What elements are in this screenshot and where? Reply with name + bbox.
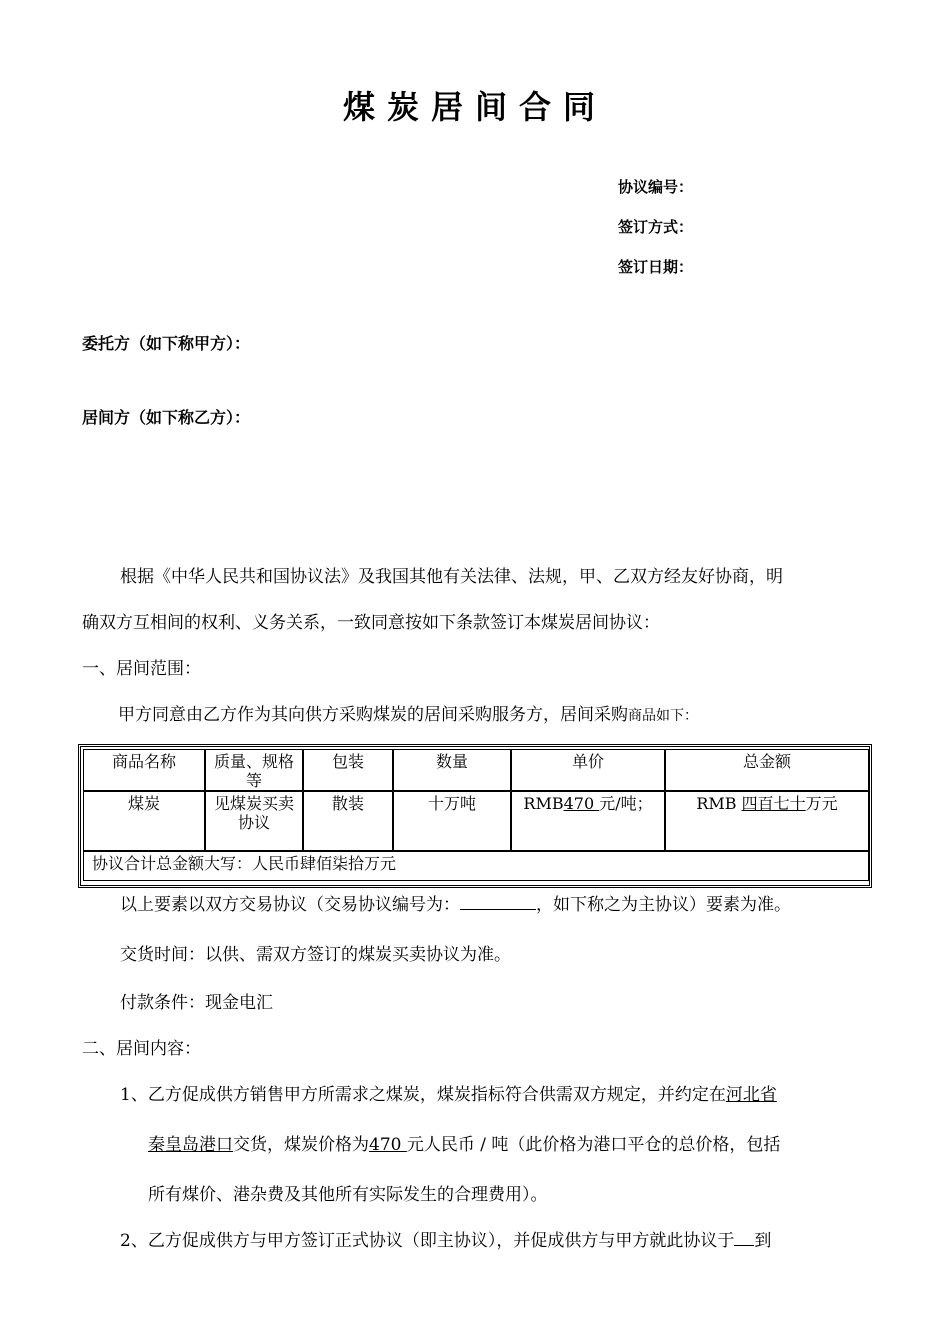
item-1-price: 470 xyxy=(369,1135,407,1155)
party-b-label: 居间方（如下称乙方）： xyxy=(82,408,251,427)
header-packaging: 包装 xyxy=(303,749,393,791)
delivery-time: 交货时间：以供、需双方签订的煤炭买卖协议为准。 xyxy=(120,945,511,965)
note-suffix: ，如下称之为主协议）要素为准。 xyxy=(536,895,791,915)
item-1-line-1 xyxy=(120,1080,777,1105)
item-1-port: 秦皇岛港口 xyxy=(148,1135,233,1155)
total-value: 四百七十 xyxy=(741,794,806,813)
item-1-post: 元人民币 / 吨（此价格为港口平仓的总价格，包括 xyxy=(406,1135,781,1155)
header-unit-price: 单价 xyxy=(511,749,665,791)
note-prefix: 以上要素以双方交易协议（交易协议编号为： xyxy=(120,895,460,915)
signing-date-label: 签订日期： xyxy=(618,258,694,276)
cell-unit-price xyxy=(511,791,665,851)
item-2-post: 到 xyxy=(754,1231,772,1251)
price-value: 470 xyxy=(563,794,600,813)
agreement-number-blank xyxy=(460,895,536,910)
item-1-line-3: 所有煤价、港杂费及其他所有实际发生的合理费用）。 xyxy=(148,1185,548,1205)
document-title: 煤炭居间合同 xyxy=(342,88,607,126)
item-2-blank xyxy=(734,1231,754,1246)
section-1-description-small: 商品如下： xyxy=(628,708,698,724)
section-1-description-main: 甲方同意由乙方作为其向供方采购煤炭的居间采购服务方，居间采购 xyxy=(118,705,628,725)
section-2-heading: 二、居间内容： xyxy=(82,1039,201,1059)
section-1-heading: 一、居间范围： xyxy=(82,659,201,679)
intro-line-1: 根据《中华人民共和国协议法》及我国其他有关法律、法规，甲、乙双方经友好协商，明 xyxy=(120,567,783,587)
cell-quality: 见煤炭买卖协议 xyxy=(205,791,303,851)
total-suffix: 万元 xyxy=(805,794,838,813)
header-product-name: 商品名称 xyxy=(83,749,205,791)
cell-total-in-words: 协议合计总金额大写：人民币肆佰柒拾万元 xyxy=(83,851,869,881)
cell-product-name: 煤炭 xyxy=(83,791,205,851)
table-row xyxy=(83,791,869,851)
signing-method-label: 签订方式： xyxy=(618,218,694,236)
intro-line-2: 确双方互相间的权利、义务关系，一致同意按如下条款签订本煤炭居间协议： xyxy=(82,613,660,633)
payment-terms: 付款条件：现金电汇 xyxy=(120,993,273,1013)
price-prefix: RMB xyxy=(523,794,564,813)
party-a-label: 委托方（如下称甲方）： xyxy=(82,334,251,353)
header-quantity: 数量 xyxy=(393,749,511,791)
table-total-row xyxy=(83,851,869,881)
item-2-line-1 xyxy=(120,1226,771,1251)
goods-table xyxy=(78,744,872,888)
total-prefix: RMB xyxy=(696,794,742,813)
item-1-text: 1、乙方促成供方销售甲方所需求之煤炭，煤炭指标符合供需双方规定，并约定在 xyxy=(120,1085,726,1105)
price-suffix: 元/吨； xyxy=(599,794,653,813)
section-1-description xyxy=(118,700,698,725)
cell-quantity: 十万吨 xyxy=(393,791,511,851)
item-1-line-2 xyxy=(148,1130,780,1155)
table-header-row xyxy=(83,749,869,791)
agreement-number-label: 协议编号： xyxy=(618,178,694,196)
cell-total-amount xyxy=(665,791,869,851)
header-quality: 质量、规格等 xyxy=(205,749,303,791)
header-total-amount: 总金额 xyxy=(665,749,869,791)
cell-packaging: 散装 xyxy=(303,791,393,851)
item-2-text: 2、乙方促成供方与甲方签订正式协议（即主协议），并促成供方与甲方就此协议于 xyxy=(120,1231,735,1251)
main-agreement-note xyxy=(120,890,791,915)
item-1-province: 河北省 xyxy=(725,1085,777,1105)
item-1-mid: 交货，煤炭价格为 xyxy=(233,1135,369,1155)
